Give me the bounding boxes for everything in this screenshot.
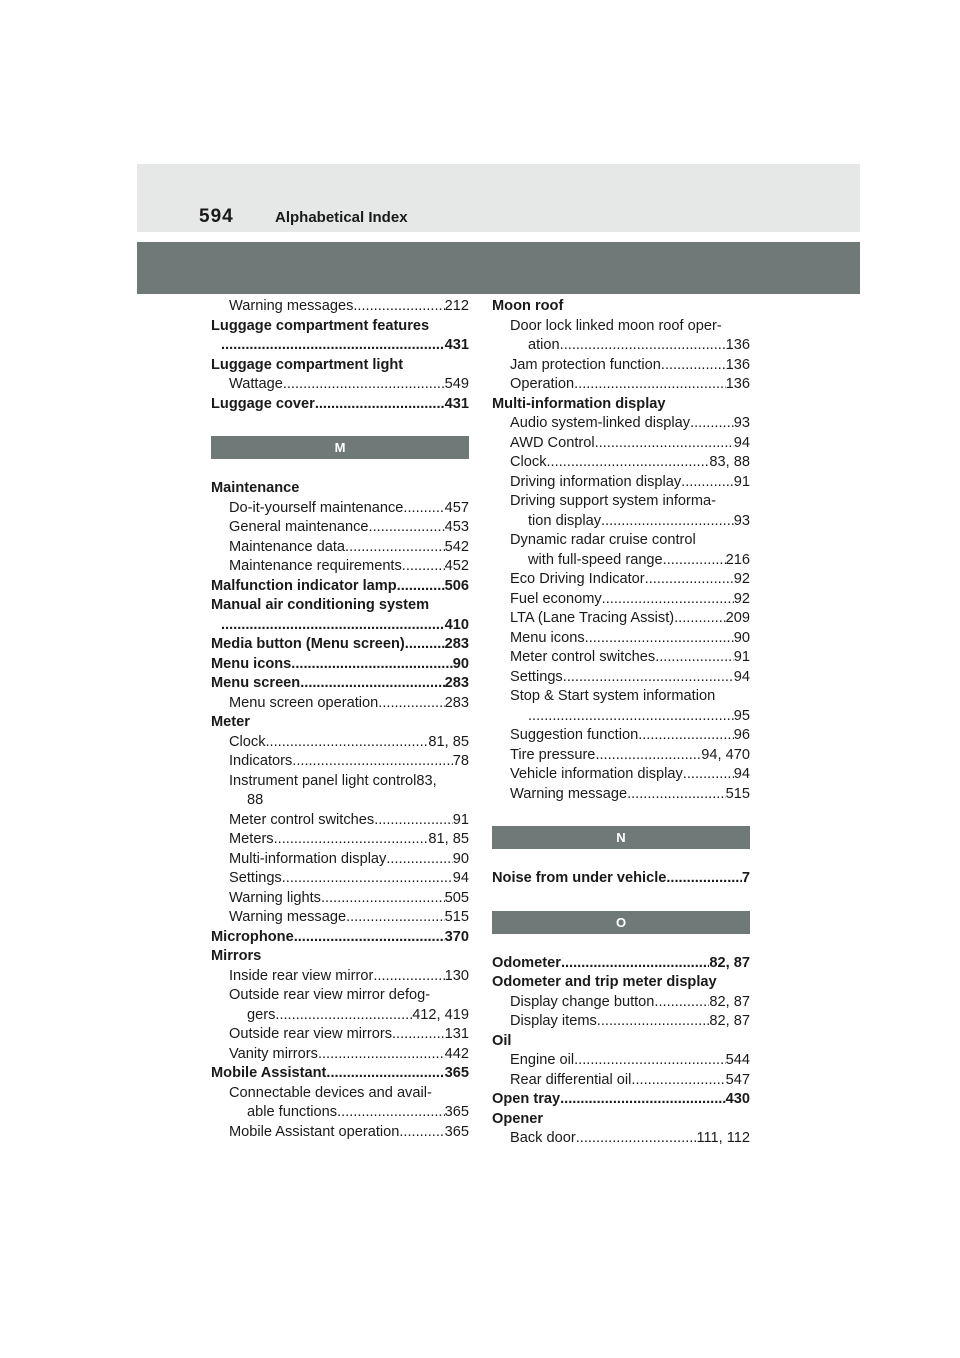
- index-heading: Odometer and trip meter display: [492, 974, 717, 990]
- index-entry: Instrument panel light control83,: [229, 772, 437, 789]
- index-entry: Clock ..... 81, 85: [211, 733, 469, 753]
- index-entry: 88: [247, 792, 264, 808]
- header-bar: [137, 164, 860, 232]
- index-entry: Warning message ..... 515: [211, 908, 469, 928]
- index-entry: Suggestion function ..... 96: [492, 726, 750, 746]
- index-heading: Moon roof: [492, 298, 564, 314]
- index-entry: Warning message ..... 515: [492, 785, 750, 805]
- index-heading: Maintenance: [211, 480, 300, 496]
- index-entry: Driving support system informa-: [510, 493, 716, 509]
- index-entry: Outside rear view mirror defog-: [229, 987, 431, 1003]
- index-heading: Luggage compartment light: [211, 356, 404, 373]
- index-entry: Settings ..... 94: [211, 869, 469, 889]
- page-title: Alphabetical Index: [275, 209, 408, 226]
- index-entry: Tire pressure ..... 94, 470: [492, 746, 750, 766]
- index-entry: ..... 410: [211, 616, 469, 636]
- index-entry: Display items ..... 82, 87: [492, 1012, 750, 1032]
- index-entry: General maintenance ..... 453: [211, 518, 469, 538]
- index-entry: Connectable devices and avail-: [229, 1084, 432, 1101]
- index-entry: Open tray ..... 430: [492, 1090, 750, 1110]
- index-entry: ation ..... 136: [492, 336, 750, 356]
- index-entry: Jam protection function ..... 136: [492, 356, 750, 376]
- index-entry: Engine oil ..... 544: [492, 1051, 750, 1071]
- index-heading: Meter: [211, 714, 250, 730]
- index-entry: Vehicle information display ..... 94: [492, 765, 750, 785]
- index-entry: ..... 431: [211, 336, 469, 356]
- index-entry: AWD Control ..... 94: [492, 434, 750, 454]
- index-entry: Menu icons ..... 90: [211, 655, 469, 675]
- index-heading: Manual air conditioning system: [211, 597, 430, 613]
- index-entry: Settings ..... 94: [492, 668, 750, 688]
- index-entry: Noise from under vehicle ..... 7: [492, 869, 750, 889]
- index-entry: Menu icons ..... 90: [492, 629, 750, 649]
- index-entry: Inside rear view mirror ..... 130: [211, 967, 469, 987]
- index-entry: Vanity mirrors ..... 442: [211, 1045, 469, 1065]
- header-band: [137, 242, 860, 294]
- index-entry: Operation ..... 136: [492, 375, 750, 395]
- index-column-right: [492, 297, 750, 1149]
- index-entry: Mobile Assistant ..... 365: [211, 1064, 469, 1084]
- index-entry: able functions ..... 365: [211, 1103, 469, 1123]
- index-column-left: [211, 297, 469, 1142]
- index-entry: Menu screen ..... 283: [211, 674, 469, 694]
- index-entry: LTA (Lane Tracing Assist) ..... 209: [492, 609, 750, 629]
- index-entry: Rear differential oil ..... 547: [492, 1071, 750, 1091]
- index-heading: Multi-information display: [492, 395, 666, 412]
- index-entry: with full-speed range ..... 216: [492, 551, 750, 571]
- index-entry: Door lock linked moon roof oper-: [510, 317, 722, 334]
- index-entry: Odometer ..... 82, 87: [492, 954, 750, 974]
- index-entry: Warning messages ..... 212: [211, 297, 469, 317]
- index-entry: ..... 95: [492, 707, 750, 727]
- index-entry: Driving information display ..... 91: [492, 473, 750, 493]
- index-entry: Outside rear view mirrors ..... 131: [211, 1025, 469, 1045]
- index-entry: Mobile Assistant operation ..... 365: [211, 1123, 469, 1143]
- index-entry: Maintenance data ..... 542: [211, 538, 469, 558]
- index-entry: gers ..... 412, 419: [211, 1006, 469, 1026]
- index-heading: Mirrors: [211, 948, 262, 964]
- index-entry: Dynamic radar cruise control: [510, 532, 696, 548]
- letter-section-m: M: [211, 436, 469, 459]
- index-entry: tion display ..... 93: [492, 512, 750, 532]
- index-entry: Display change button ..... 82, 87: [492, 993, 750, 1013]
- index-heading: Opener: [492, 1110, 544, 1127]
- index-entry: Audio system-linked display ..... 93: [492, 414, 750, 434]
- index-entry: Back door ..... 111, 112: [492, 1129, 750, 1149]
- index-entry: Clock ..... 83, 88: [492, 453, 750, 473]
- index-entry: Do-it-yourself maintenance ..... 457: [211, 499, 469, 519]
- index-entry: Media button (Menu screen) ..... 283: [211, 635, 469, 655]
- letter-section-n: N: [492, 826, 750, 849]
- index-entry: Meters ..... 81, 85: [211, 830, 469, 850]
- index-heading: Oil: [492, 1032, 512, 1049]
- page-number: 594: [199, 206, 234, 227]
- index-entry: Luggage cover ..... 431: [211, 395, 469, 415]
- index-entry: Eco Driving Indicator ..... 92: [492, 570, 750, 590]
- index-entry: Maintenance requirements ..... 452: [211, 557, 469, 577]
- index-entry: Microphone ..... 370: [211, 928, 469, 948]
- index-entry: Menu screen operation ..... 283: [211, 694, 469, 714]
- index-entry: Stop & Start system information: [510, 688, 716, 704]
- letter-section-o: O: [492, 911, 750, 934]
- index-entry: Wattage ..... 549: [211, 375, 469, 395]
- index-heading: Luggage compartment features: [211, 317, 430, 334]
- index-entry: Meter control switches ..... 91: [492, 648, 750, 668]
- index-entry: Multi-information display ..... 90: [211, 850, 469, 870]
- index-entry: Fuel economy ..... 92: [492, 590, 750, 610]
- index-entry: Indicators ..... 78: [211, 752, 469, 772]
- index-entry: Malfunction indicator lamp ..... 506: [211, 577, 469, 597]
- index-entry: Meter control switches ..... 91: [211, 811, 469, 831]
- index-entry: Warning lights ..... 505: [211, 889, 469, 909]
